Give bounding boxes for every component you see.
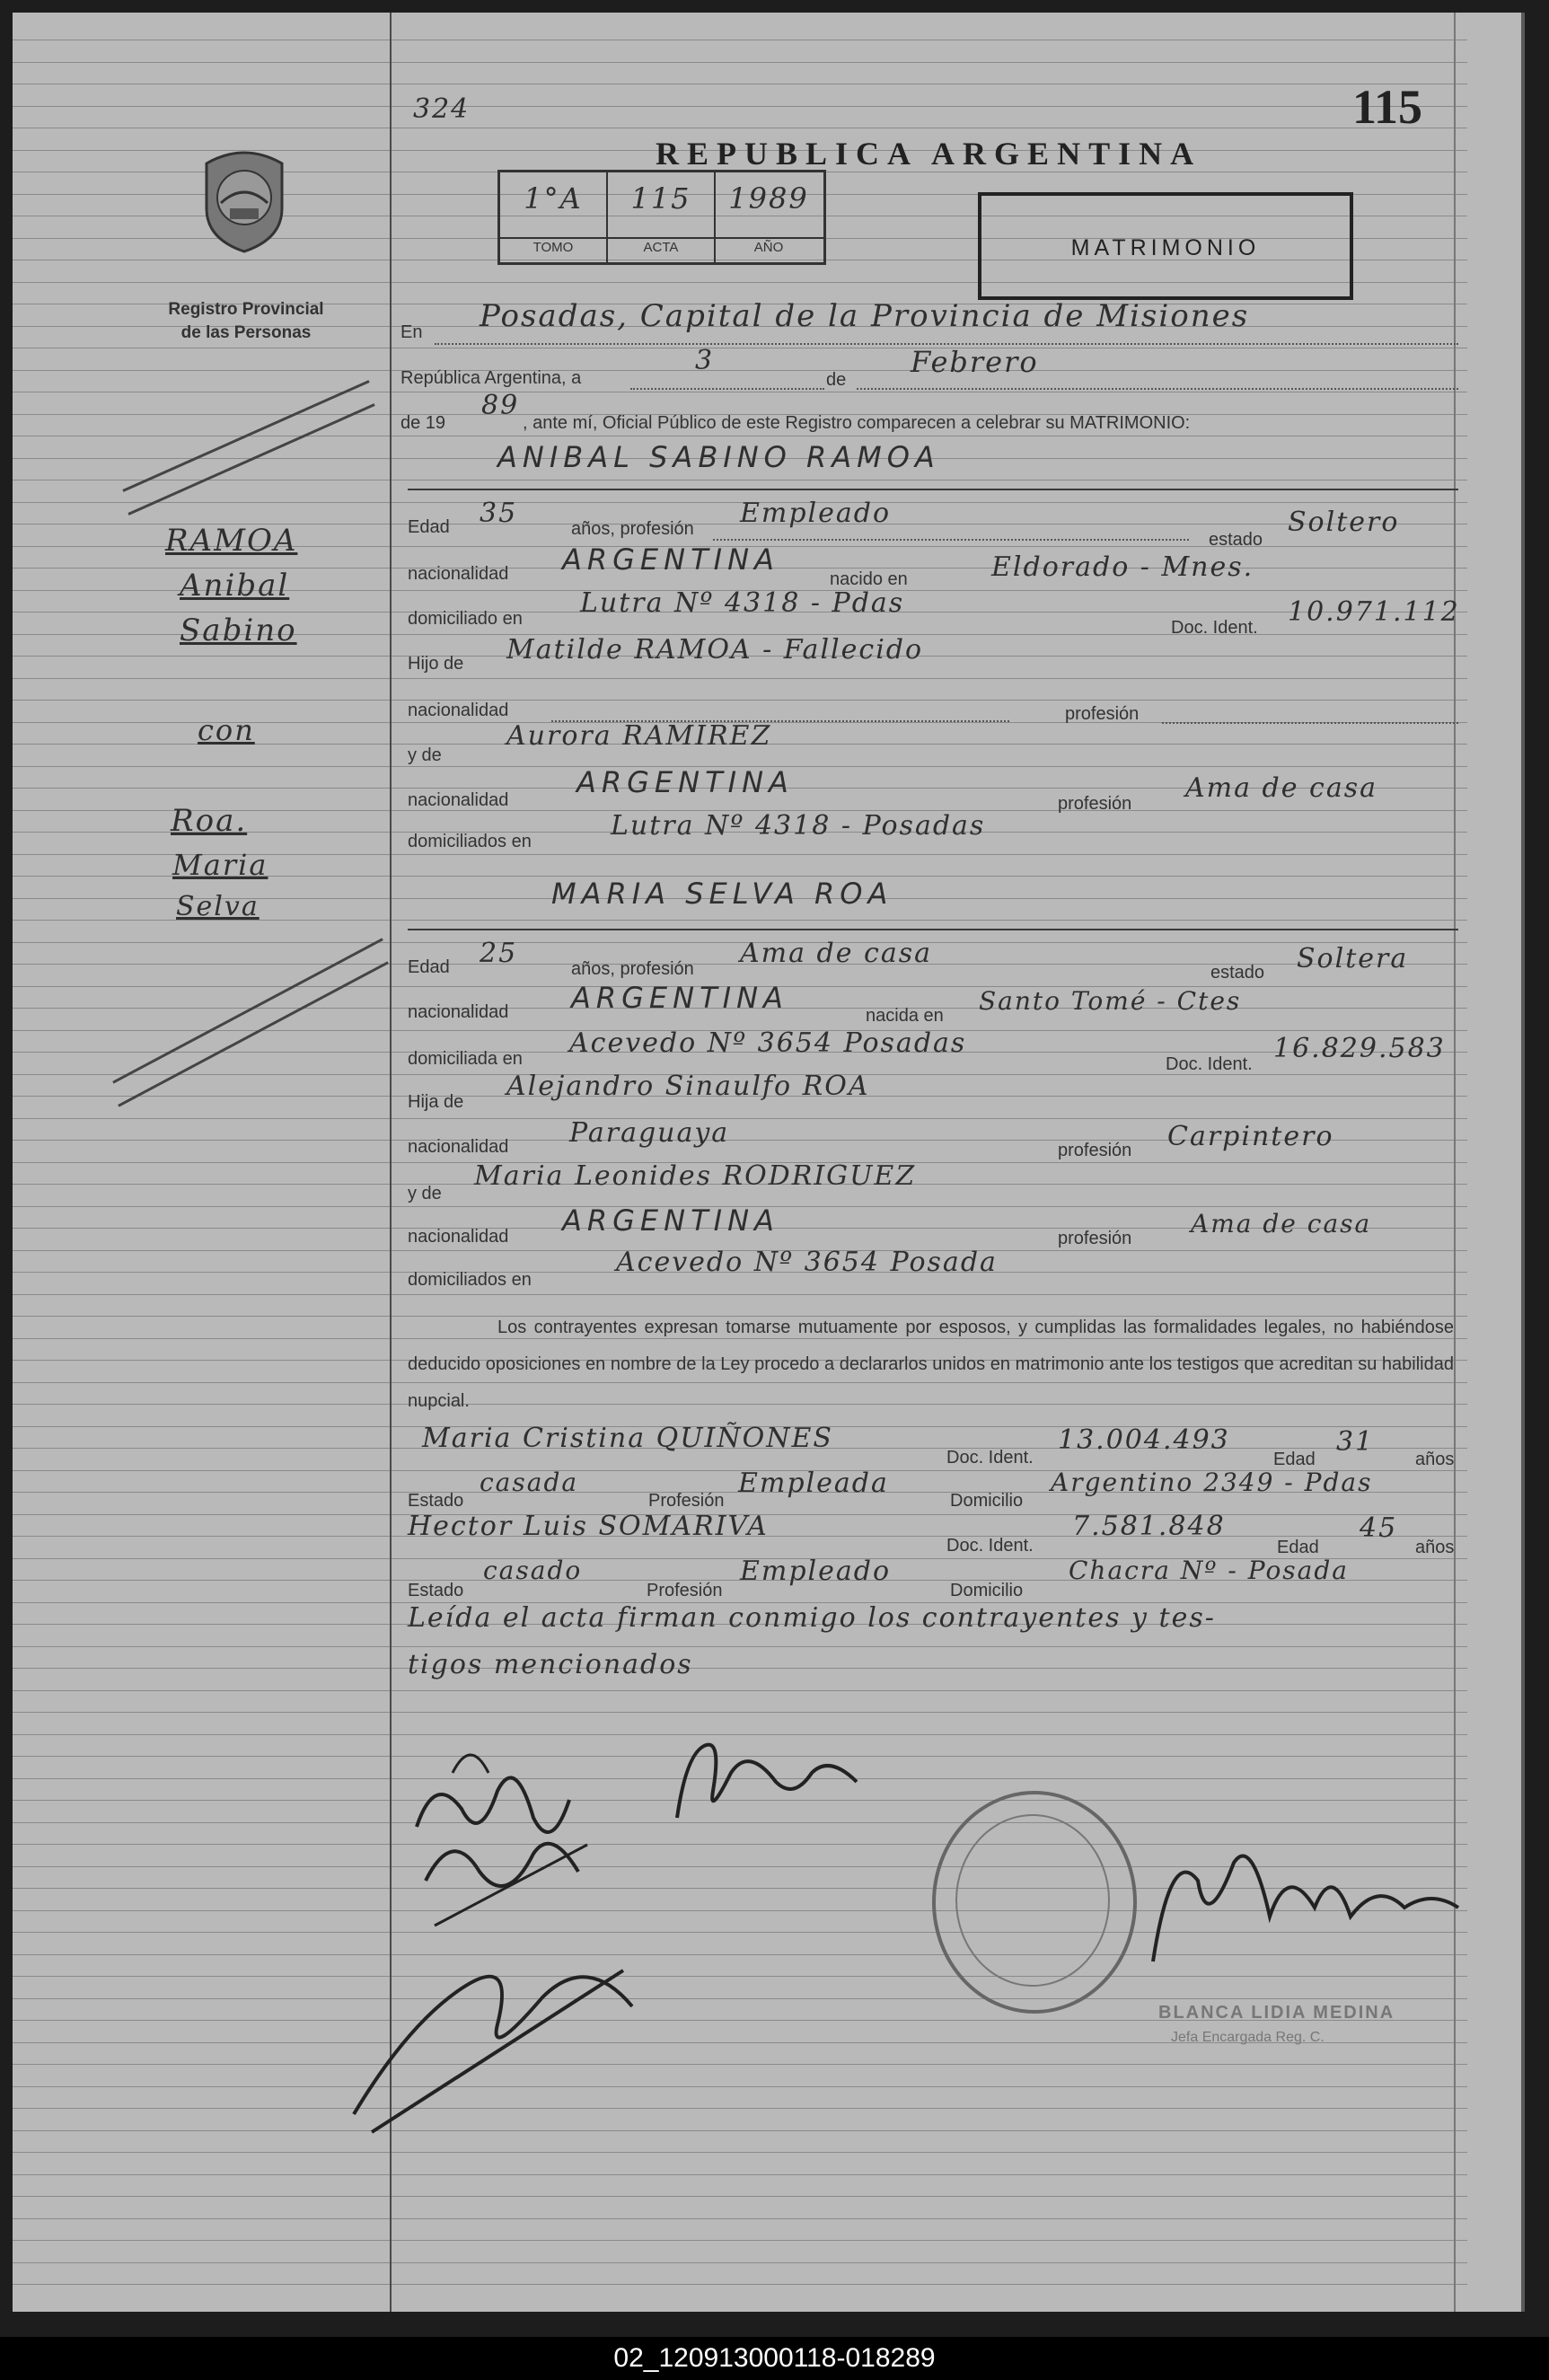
register-page <box>13 13 1525 2312</box>
husband-estado: Soltero <box>1288 507 1400 538</box>
acta-value: 115 <box>630 181 691 216</box>
witness2-domicilio-label: Domicilio <box>950 1581 1024 1600</box>
wife-mother-prof-label: profesión <box>1058 1229 1132 1248</box>
wife-doc-label: Doc. Ident. <box>1166 1054 1253 1074</box>
ruled-line <box>13 700 1467 701</box>
wife-estado-label: estado <box>1210 963 1265 983</box>
husband-mother-profession: Ama de casa <box>1185 772 1377 804</box>
witness1-address: Argentino 2349 - Pdas <box>1051 1468 1373 1497</box>
ruled-line <box>13 2108 1467 2109</box>
husband-yde-label: y de <box>408 745 442 765</box>
ruled-line <box>13 2174 1467 2175</box>
wife-father-prof-label: profesión <box>1058 1141 1132 1160</box>
ruled-line <box>13 2130 1467 2131</box>
witness2-edad-label: Edad <box>1277 1538 1319 1557</box>
margin-husband-name1: Anibal <box>180 568 290 604</box>
witness1-doc: 13.004.493 <box>1058 1424 1230 1456</box>
wife-nacida-label: nacida en <box>866 1006 944 1026</box>
wife-profession: Ama de casa <box>740 938 932 969</box>
witness1-profesion-label: Profesión <box>648 1491 725 1511</box>
witness1-anos-label: años <box>1415 1450 1455 1469</box>
husband-profesion-label: años, profesión <box>571 519 694 539</box>
wife-father-profession: Carpintero <box>1167 1121 1334 1152</box>
ruled-line <box>13 106 1467 107</box>
margin-slash-3 <box>112 938 383 1083</box>
wife-estado: Soltera <box>1297 943 1409 974</box>
husband-name: ANIBAL SABINO RAMOA <box>497 440 940 474</box>
ruled-line <box>13 2152 1467 2153</box>
wife-parents-address: Acevedo Nº 3654 Posada <box>616 1247 998 1278</box>
ruled-line <box>13 1118 1467 1119</box>
ruled-line <box>13 2218 1467 2219</box>
stamp-role: Jefa Encargada Reg. C. <box>1171 2030 1325 2045</box>
wife-parents-dom-label: domiciliados en <box>408 1270 532 1290</box>
ruled-line <box>13 1998 1467 1999</box>
witness1-profession: Empleada <box>738 1468 889 1499</box>
year: 89 <box>481 390 520 421</box>
husband-estado-label: estado <box>1209 530 1263 550</box>
ruled-line <box>13 2240 1467 2241</box>
official-seal <box>932 1791 1137 2014</box>
husband-doc-label: Doc. Ident. <box>1171 618 1258 638</box>
signature-officer <box>1144 1809 1467 1988</box>
ruled-line <box>13 370 1467 371</box>
husband-father-nac-label: nacionalidad <box>408 701 509 720</box>
margin-wife-surname: Roa. <box>171 803 248 839</box>
witness2-name: Hector Luis SOMARIVA <box>408 1511 769 1542</box>
month: Febrero <box>911 345 1039 379</box>
matrimonio-box <box>978 192 1353 300</box>
husband-nacionalidad-label: nacionalidad <box>408 564 509 584</box>
ruled-line <box>13 2196 1467 2197</box>
day: 3 <box>695 345 715 376</box>
ruled-line <box>13 2086 1467 2087</box>
husband-birthplace: Eldorado - Mnes. <box>991 551 1254 583</box>
husband-hijo-label: Hijo de <box>408 654 464 674</box>
wife-father-nac-label: nacionalidad <box>408 1137 509 1157</box>
husband-doc: 10.971.112 <box>1288 596 1460 628</box>
ruled-line <box>13 1294 1467 1295</box>
husband-mother: Aurora RAMIREZ <box>506 720 772 752</box>
wife-birthplace: Santo Tomé - Ctes <box>979 986 1242 1016</box>
republica-label: República Argentina, a <box>400 368 582 388</box>
ruled-line <box>13 62 1467 63</box>
ruled-line <box>13 1712 1467 1713</box>
witness1-name: Maria Cristina QUIÑONES <box>422 1423 833 1454</box>
witness1-age: 31 <box>1336 1426 1375 1458</box>
wife-doc: 16.829.583 <box>1273 1033 1446 1064</box>
witness1-doc-label: Doc. Ident. <box>946 1448 1034 1468</box>
wife-mother-nationality: ARGENTINA <box>562 1203 779 1238</box>
ruled-line <box>13 2064 1467 2065</box>
husband-mother-nationality: ARGENTINA <box>576 765 794 799</box>
place: Posadas, Capital de la Provincia de Misiones <box>480 298 1250 334</box>
wife-yde-label: y de <box>408 1184 442 1203</box>
wife-domicilio-label: domiciliada en <box>408 1049 523 1069</box>
witness2-address: Chacra Nº - Posada <box>1069 1556 1349 1585</box>
wife-age: 25 <box>480 938 518 969</box>
husband-father: Matilde RAMOA - Fallecido <box>506 634 924 666</box>
margin-slash-4 <box>118 961 389 1106</box>
corner-note: 324 <box>413 93 471 125</box>
closing-line-2: tigos mencionados <box>408 1649 693 1680</box>
witness2-profesion-label: Profesión <box>647 1581 723 1600</box>
witness2-age: 45 <box>1360 1512 1398 1544</box>
margin-wife-name1: Maria <box>172 848 268 882</box>
record-box <box>497 170 826 265</box>
tomo-label: TOMO <box>532 240 574 255</box>
en-label: En <box>400 322 423 342</box>
margin-connector: con <box>198 713 255 747</box>
ruled-line <box>13 1690 1467 1691</box>
coat-of-arms-icon <box>198 145 291 253</box>
wife-mother-profession: Ama de casa <box>1191 1209 1372 1238</box>
wife-address: Acevedo Nº 3654 Posadas <box>569 1027 967 1059</box>
acta-label: ACTA <box>643 240 679 255</box>
husband-edad-label: Edad <box>408 517 450 537</box>
husband-parents-address: Lutra Nº 4318 - Posadas <box>611 810 986 842</box>
stamp-name: BLANCA LIDIA MEDINA <box>1158 2003 1395 2023</box>
closing-line-1: Leída el acta firman conmigo los contrayentes y tes- <box>408 1602 1216 1634</box>
wife-nacionalidad-label: nacionalidad <box>408 1002 509 1022</box>
margin-wife-name2: Selva <box>176 891 260 922</box>
image-id-footer: 02_120913000118-018289 <box>0 2337 1549 2380</box>
ante-text: , ante mí, Oficial Público de este Registro comparecen a celebrar su MATRIMONIO: <box>523 413 1191 433</box>
page-number: 115 <box>1352 80 1423 134</box>
witness2-estado: casado <box>483 1556 583 1585</box>
wife-hija-label: Hija de <box>408 1092 464 1112</box>
wife-father-nationality: Paraguaya <box>569 1117 730 1149</box>
document-title: REPUBLICA ARGENTINA <box>656 136 1202 172</box>
year-prefix-label: de 19 <box>400 413 446 433</box>
de-label: de <box>826 370 847 390</box>
witness2-profession: Empleado <box>740 1556 892 1587</box>
wife-profesion-label: años, profesión <box>571 959 694 979</box>
margin-slash-2 <box>128 403 374 516</box>
ruled-line <box>13 1646 1467 1647</box>
witness2-estado-label: Estado <box>408 1581 464 1600</box>
wife-nationality: ARGENTINA <box>571 981 788 1015</box>
witness2-anos-label: años <box>1415 1538 1455 1557</box>
document-type: MATRIMONIO <box>1070 235 1261 260</box>
husband-mother-prof-label: profesión <box>1058 794 1132 814</box>
husband-nacido-label: nacido en <box>830 569 908 589</box>
witness1-edad-label: Edad <box>1273 1450 1316 1469</box>
ruled-line <box>13 2262 1467 2263</box>
margin-husband-name2: Sabino <box>180 613 297 648</box>
witness2-doc: 7.581.848 <box>1072 1511 1226 1542</box>
witness2-doc-label: Doc. Ident. <box>946 1536 1034 1556</box>
wife-mother: Maria Leonides RODRIGUEZ <box>474 1160 917 1192</box>
husband-profession: Empleado <box>740 498 892 529</box>
wife-mother-nac-label: nacionalidad <box>408 1227 509 1247</box>
husband-nationality: ARGENTINA <box>562 542 779 577</box>
signature-wife <box>659 1719 875 1845</box>
husband-parents-dom-label: domiciliados en <box>408 832 532 851</box>
wife-name: MARIA SELVA ROA <box>551 877 893 911</box>
witness1-estado-label: Estado <box>408 1491 464 1511</box>
husband-domicilio-label: domiciliado en <box>408 609 523 629</box>
ano-value: 1989 <box>728 181 809 216</box>
witness1-estado: casada <box>480 1468 579 1497</box>
margin-husband-surname: RAMOA <box>165 523 298 559</box>
husband-father-prof-label: profesión <box>1065 704 1140 724</box>
witness1-domicilio-label: Domicilio <box>950 1491 1024 1511</box>
ruled-line <box>13 1668 1467 1669</box>
ruled-line <box>13 2284 1467 2285</box>
tomo-value: 1°A <box>524 181 583 216</box>
husband-address: Lutra Nº 4318 - Pdas <box>580 587 905 619</box>
signature-witness <box>336 1881 695 2150</box>
wife-edad-label: Edad <box>408 957 450 977</box>
declaration-text: Los contrayentes expresan tomarse mutuamente por esposos, y cumplidas las formalidades legales, no habiéndose deducido oposiciones en nombre de la Ley procedo a declararlos unidos en matrimonio ante los testigos que acreditan su habilidad nupcial. <box>408 1318 1454 1411</box>
registry-name: Registro Provincial de las Personas <box>168 300 324 342</box>
wife-father: Alejandro Sinaulfo ROA <box>506 1071 870 1102</box>
ano-label: AÑO <box>753 240 784 255</box>
husband-mother-nac-label: nacionalidad <box>408 790 509 810</box>
husband-age: 35 <box>480 498 518 529</box>
ruled-line <box>13 678 1467 679</box>
